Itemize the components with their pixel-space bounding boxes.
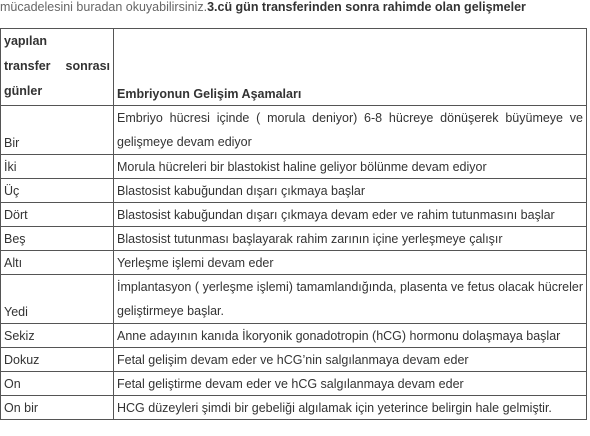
header-days-line2 bbox=[4, 54, 110, 79]
stage-cell: Morula hücreleri bir blastokist haline geliyor bölünme devam ediyor bbox=[114, 155, 587, 179]
day-cell: On bir bbox=[1, 396, 114, 420]
day-cell: Sekiz bbox=[1, 324, 114, 348]
header-stages-cell: Embriyonun Gelişim Aşamaları bbox=[114, 29, 587, 106]
table-header-row bbox=[1, 29, 587, 106]
header-days-line2b: sonrası bbox=[65, 59, 110, 73]
intro-line bbox=[0, 0, 590, 20]
table-row bbox=[1, 251, 587, 275]
header-days-line1: yapılan bbox=[4, 34, 48, 48]
intro-bold-heading: 3.cü gün transferinden sonra rahimde olan gelişmeler bbox=[207, 0, 526, 14]
table-row bbox=[1, 106, 587, 155]
table-row bbox=[1, 324, 587, 348]
day-cell: Dört bbox=[1, 203, 114, 227]
table-row bbox=[1, 179, 587, 203]
day-cell: Altı bbox=[1, 251, 114, 275]
stage-cell: Fetal gelişim devam eder ve hCG’nin salgılanmaya devam eder bbox=[114, 348, 587, 372]
header-days-cell bbox=[1, 29, 114, 106]
day-cell: Dokuz bbox=[1, 348, 114, 372]
day-cell: On bbox=[1, 372, 114, 396]
stage-cell: Fetal geliştirme devam eder ve hCG salgılanmaya devam eder bbox=[114, 372, 587, 396]
table-row bbox=[1, 396, 587, 420]
day-cell: İki bbox=[1, 155, 114, 179]
stage-cell: İmplantasyon ( yerleşme işlemi) tamamlandığında, plasenta ve fetus olacak hücreler geliştirmeye başlar. bbox=[114, 275, 587, 324]
day-cell: Üç bbox=[1, 179, 114, 203]
header-days-line2a: transfer bbox=[4, 59, 51, 73]
stage-cell: Blastosist tutunması başlayarak rahim zarının içine yerleşmeye çalışır bbox=[114, 227, 587, 251]
development-table-container bbox=[0, 28, 590, 420]
table-row bbox=[1, 203, 587, 227]
table-row bbox=[1, 155, 587, 179]
stage-cell: Yerleşme işlemi devam eder bbox=[114, 251, 587, 275]
intro-text: mücadelesini buradan okuyabilirsiniz. bbox=[0, 0, 208, 14]
stage-cell: Blastosist kabuğundan dışarı çıkmaya devam eder ve rahim tutunmasını başlar bbox=[114, 203, 587, 227]
stage-cell: Anne adayının kanıda İkoryonik gonadotropin (hCG) hormonu dolaşmaya başlar bbox=[114, 324, 587, 348]
stage-cell: Embriyo hücresi içinde ( morula deniyor) 6-8 hücreye dönüşerek büyümeye ve gelişmeye devam ediyor bbox=[114, 106, 587, 155]
header-days-line3: günler bbox=[4, 84, 43, 98]
development-table bbox=[0, 28, 587, 420]
table-row bbox=[1, 275, 587, 324]
stage-cell: Blastosist kabuğundan dışarı çıkmaya başlar bbox=[114, 179, 587, 203]
stage-cell: HCG düzeyleri şimdi bir gebeliği algılamak için yeterince belirgin hale gelmiştir. bbox=[114, 396, 587, 420]
day-cell: Yedi bbox=[1, 275, 114, 324]
table-row bbox=[1, 348, 587, 372]
table-row bbox=[1, 227, 587, 251]
table-row bbox=[1, 372, 587, 396]
day-cell: Bir bbox=[1, 106, 114, 155]
day-cell: Beş bbox=[1, 227, 114, 251]
